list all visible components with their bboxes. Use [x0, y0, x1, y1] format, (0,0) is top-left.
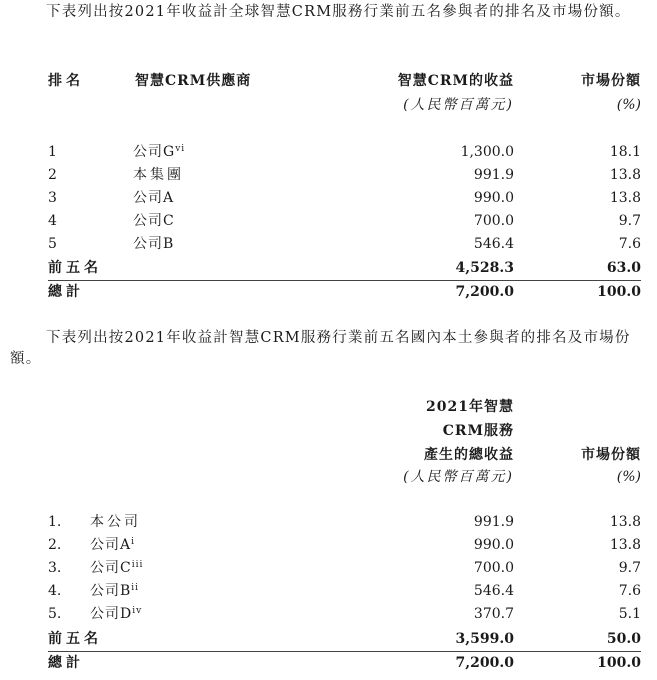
t2-rank: 3. — [48, 560, 62, 576]
t2-rank: 2. — [48, 537, 62, 553]
t1-total-revenue: 7,200.0 — [455, 284, 514, 300]
t1-share: 18.1 — [609, 144, 641, 160]
t2-total-divider — [48, 651, 641, 652]
t2-name: 公司$B^{ii}$ — [90, 583, 140, 599]
t1-revenue: 546.4 — [473, 236, 514, 252]
t1-revenue: 700.0 — [473, 213, 514, 229]
t2-total-revenue: 7,200.0 — [455, 655, 514, 671]
t1-name: 本集團 — [133, 167, 184, 183]
t2-header-revenue-unit: (人民幣百萬元) — [403, 469, 514, 485]
t2-total-share: 100.0 — [597, 655, 641, 671]
t1-share: 13.8 — [609, 167, 641, 183]
t1-rank: 1 — [48, 144, 57, 160]
t2-share: 13.8 — [609, 537, 641, 553]
t2-name: 公司$D^{iv}$ — [90, 606, 143, 622]
t2-name: 公司$A^i$ — [90, 537, 136, 553]
t1-top5-share: 63.0 — [606, 260, 641, 276]
t1-revenue: 1,300.0 — [460, 144, 514, 160]
t2-header-revenue-line1: 2021年智慧 — [426, 399, 514, 415]
t1-rank: 4 — [48, 213, 57, 229]
t2-header-share: 市場份額 — [581, 447, 641, 463]
t2-rank: 1. — [48, 514, 62, 530]
t1-header-share-unit: (%) — [616, 97, 641, 113]
t1-revenue: 991.9 — [473, 167, 514, 183]
t1-top5-label: 前五名 — [48, 260, 102, 276]
t1-header-revenue-unit: (人民幣百萬元) — [403, 97, 514, 113]
t2-top5-share: 50.0 — [606, 631, 641, 647]
t1-header-revenue: 智慧CRM的收益 — [397, 73, 514, 89]
t1-name: 公司C — [133, 213, 175, 229]
t1-name: 公司$G^{vi}$ — [133, 144, 186, 160]
t1-header-rank: 排名 — [48, 73, 84, 89]
t2-revenue: 546.4 — [473, 583, 514, 599]
t1-share: 13.8 — [609, 190, 641, 206]
t2-share: 5.1 — [618, 606, 641, 622]
t2-revenue: 991.9 — [473, 514, 514, 530]
t2-share: 9.7 — [618, 560, 641, 576]
intro-paragraph-1: 下表列出按2021年收益計全球智慧CRM服務行業前五名參與者的排名及市場份額。 — [46, 4, 631, 20]
t2-name: 公司$C^{iii}$ — [90, 560, 144, 576]
t2-rank: 5. — [48, 606, 62, 622]
t1-header-share: 市場份額 — [581, 73, 641, 89]
t2-top5-revenue: 3,599.0 — [455, 631, 514, 647]
t2-header-share-unit: (%) — [616, 469, 641, 485]
t2-header-revenue-line2: CRM服務 — [442, 423, 514, 439]
t2-rank: 4. — [48, 583, 62, 599]
t1-rank: 5 — [48, 236, 57, 252]
t1-share: 9.7 — [618, 213, 641, 229]
t1-revenue: 990.0 — [473, 190, 514, 206]
t1-header-vendor: 智慧CRM供應商 — [135, 73, 252, 89]
t1-rank: 3 — [48, 190, 57, 206]
t1-name: 公司B — [133, 236, 175, 252]
t2-revenue: 370.7 — [473, 606, 514, 622]
t2-share: 13.8 — [609, 514, 641, 530]
t2-share: 7.6 — [618, 583, 641, 599]
t1-total-share: 100.0 — [597, 284, 641, 300]
t2-revenue: 700.0 — [473, 560, 514, 576]
t2-revenue: 990.0 — [473, 537, 514, 553]
t1-total-divider — [48, 280, 641, 281]
t2-header-revenue-line3: 產生的總收益 — [424, 447, 514, 463]
t1-top5-revenue: 4,528.3 — [455, 260, 514, 276]
t2-top5-label: 前五名 — [48, 631, 102, 647]
t2-name: 本公司 — [90, 514, 141, 530]
t1-name: 公司A — [133, 190, 175, 206]
t1-total-label: 總計 — [48, 284, 84, 300]
t1-share: 7.6 — [618, 236, 641, 252]
t2-total-label: 總計 — [48, 655, 84, 671]
t1-rank: 2 — [48, 167, 57, 183]
intro-paragraph-2: 下表列出按2021年收益計智慧CRM服務行業前五名國內本土參與者的排名及市場份額。 — [10, 330, 631, 367]
